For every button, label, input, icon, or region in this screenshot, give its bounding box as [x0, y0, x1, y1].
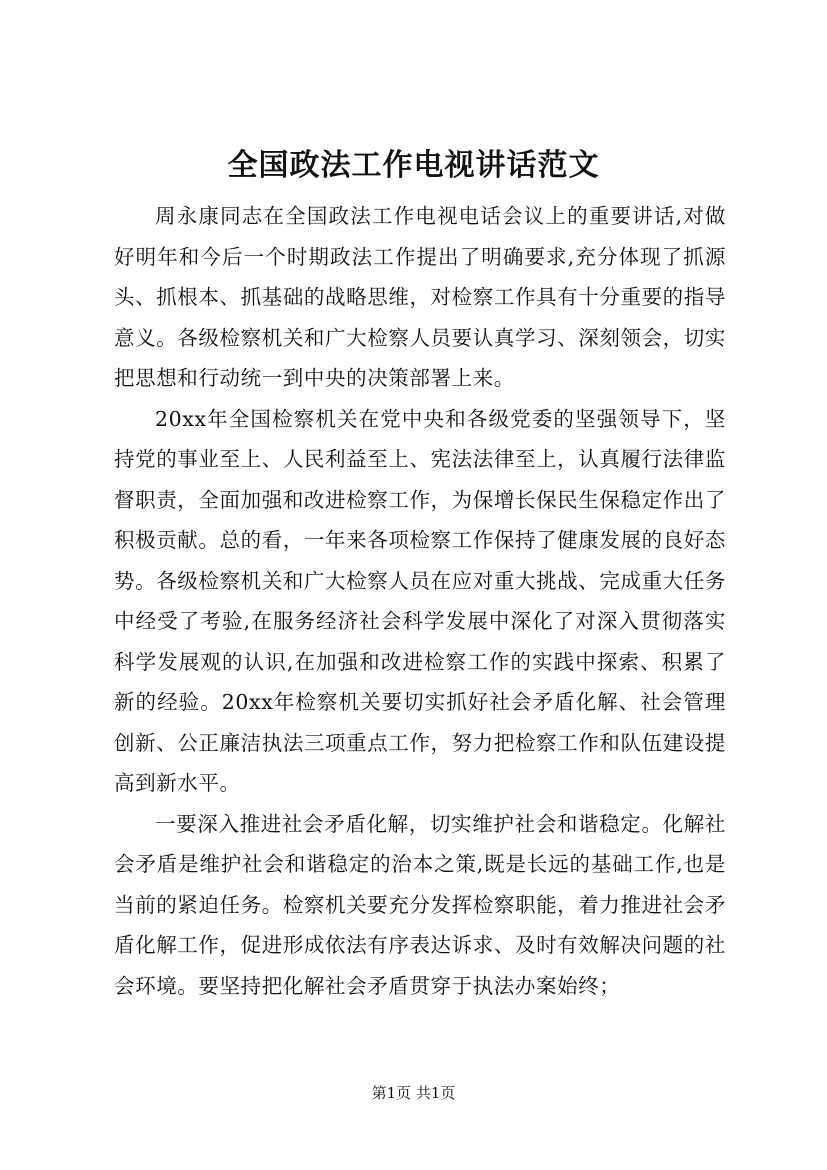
paragraph-3: 一要深入推进社会矛盾化解，切实维护社会和谐稳定。化解社会矛盾是维护社会和谐稳定的治本之策,既是长远的基础工作,也是当前的紧迫任务。检察机关要充分发挥检察职能，着力推进社会矛盾化解工作，促进形成依法有序表达诉求、及时有效解决问题的社会环境。要坚持把化解社会矛盾贯穿于执法办案始终； — [114, 811, 726, 998]
paragraph-1: 周永康同志在全国政法工作电视电话会议上的重要讲话,对做好明年和今后一个时期政法工作提出了明确要求,充分体现了抓源头、抓根本、抓基础的战略思维，对检察工作具有十分重要的指导意义。各级检察机关和广大检察人员要认真学习、深刻领会，切实把思想和行动统一到中央的决策部署上来。 — [114, 204, 726, 390]
paragraph-2: 20xx年全国检察机关在党中央和各级党委的坚强领导下，坚持党的事业至上、人民利益至上、宪法法律至上，认真履行法律监督职责，全面加强和改进检察工作，为保增长保民生保稳定作出了积极贡献。总的看，一年来各项检察工作保持了健康发展的良好态势。各级检察机关和广大检察人员在应对重大挑战、完成重大任务中经受了考验,在服务经济社会科学发展中深化了对深入贯彻落实科学发展观的认识,在加强和改进检察工作的实践中探索、积累了新的经验。20xx年检察机关要切实抓好社会矛盾化解、社会管理创新、公正廉洁执法三项重点工作，努力把检察工作和队伍建设提高到新水平。 — [114, 406, 726, 795]
page-number-footer: 第1页 共1页 — [371, 1084, 456, 1102]
document-title: 全国政法工作电视讲话范文 — [227, 148, 600, 183]
document-body — [114, 196, 726, 1006]
